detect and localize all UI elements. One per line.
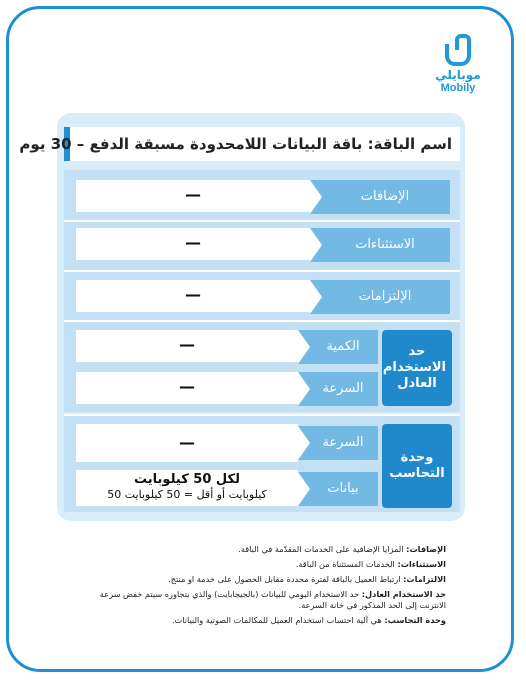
- note-term: وحدة التحاسب:: [384, 615, 446, 625]
- note-term: حد الاستخدام العادل:: [361, 589, 446, 599]
- addons-value: —: [76, 180, 310, 212]
- fair-use-heading: [382, 330, 452, 406]
- note-text: ارتباط العميل بالباقة لفترة محددة مقابل الحصول على خدمة او منتج.: [168, 574, 404, 584]
- note-item: [80, 589, 446, 611]
- fair-use-speed-value: —: [76, 372, 298, 404]
- note-term: الإضافات:: [406, 544, 446, 554]
- definitions-notes: [80, 544, 446, 630]
- exceptions-label: الاستثناءات: [310, 228, 450, 262]
- brand-name-ar: موبايلي: [435, 68, 481, 82]
- fair-use-quantity-value: —: [76, 330, 298, 362]
- commitments-label: الإلتزامات: [310, 280, 450, 314]
- billing-data-sub: 50 كيلوبايت أو أقل = 50 كيلوبايت: [107, 488, 267, 501]
- package-title: اسم الباقة: باقة البيانات اللامحدودة مسبقة الدفع – 30 يوم: [64, 127, 460, 161]
- commitments-value: —: [76, 280, 310, 312]
- mobily-logo: [434, 44, 482, 106]
- billing-data-value: [76, 470, 298, 506]
- note-item: [80, 544, 446, 555]
- mobily-logo-icon: [445, 44, 471, 66]
- note-item: [80, 615, 446, 626]
- note-text: الخدمات المستثناة من الباقة.: [295, 559, 398, 569]
- note-text: هي آلية احتساب استخدام العميل للمكالمات الصوتية والبيانات.: [171, 615, 385, 625]
- exceptions-value: —: [76, 228, 310, 260]
- note-text: حد الاستخدام اليومي للبيانات (بالجيجابايت) والذي بتجاوزه سيتم خفض سرعة الانترنت إلى الحد المذكور في خانة السرعة.: [99, 589, 446, 610]
- fair-use-quantity-label: الكمية: [298, 330, 378, 364]
- billing-speed-label: السرعة: [298, 426, 378, 460]
- billing-speed-value: —: [76, 424, 298, 462]
- billing-unit-heading: [382, 424, 452, 508]
- billing-unit-heading-text: وحدة التحاسب: [389, 450, 445, 481]
- note-text: المزايا الإضافية على الخدمات المقدّمة في الباقة.: [238, 544, 407, 554]
- brand-name-en: Mobily: [440, 82, 476, 94]
- note-item: [80, 574, 446, 585]
- note-item: [80, 559, 446, 570]
- fair-use-heading-text: حد الاستخدام العادل: [382, 344, 446, 391]
- billing-data-label: بيانات: [298, 472, 378, 506]
- fair-use-speed-label: السرعة: [298, 372, 378, 406]
- billing-data-main: لكل 50 كيلوبايت: [134, 472, 240, 487]
- addons-label: الإضافات: [310, 180, 450, 214]
- note-term: الاستثناءات:: [397, 559, 446, 569]
- note-term: الالتزامات:: [403, 574, 446, 584]
